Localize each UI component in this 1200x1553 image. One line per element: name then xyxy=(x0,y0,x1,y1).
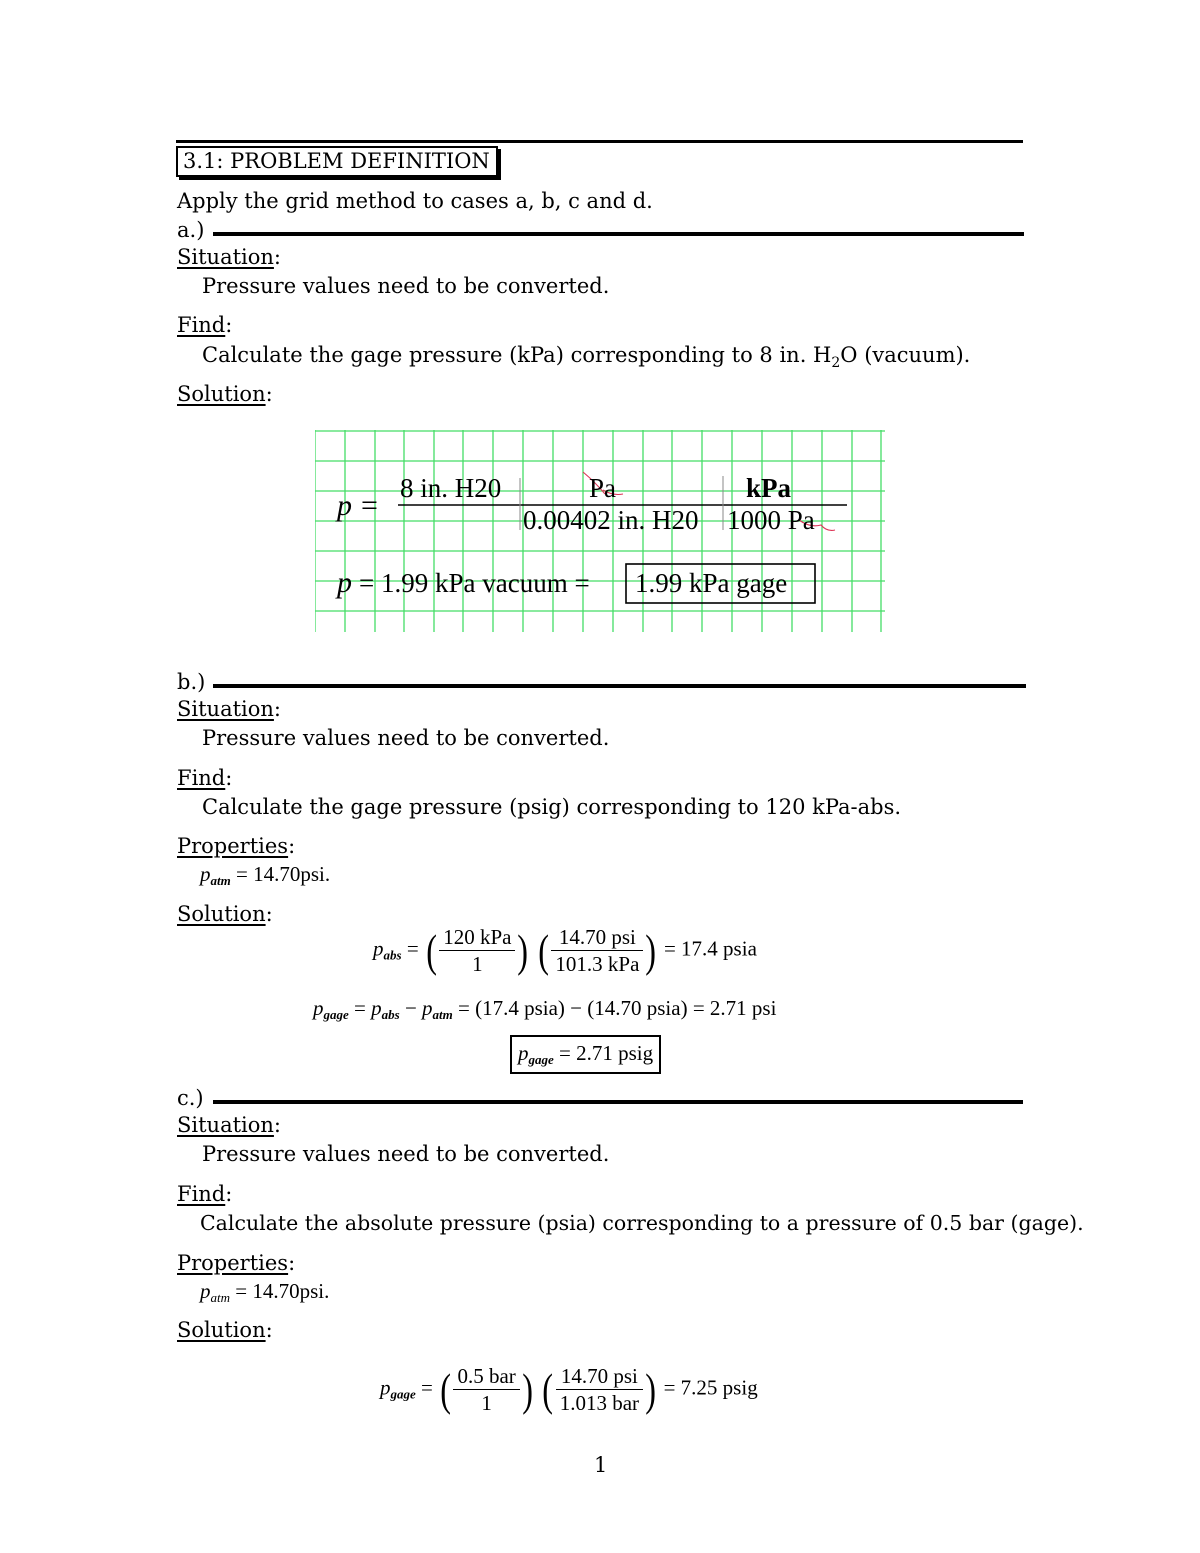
grid-p-var: p xyxy=(337,489,352,522)
grid-result-boxed: 1.99 kPa gage xyxy=(635,568,788,598)
part-b-equation-2: $p_{gage} = p_{abs} - p_{atm} = (17.4$ psia) − (14.70 psia) = 2.71 psi xyxy=(313,996,777,1022)
part-b-label: b.) xyxy=(177,670,206,694)
grid-term2-num: Pa xyxy=(589,473,616,503)
part-c-find-text: Calculate the absolute pressure (psia) corresponding to a pressure of 0.5 bar (gage). xyxy=(200,1211,1084,1235)
grid-term1-num: 8 in. H20 xyxy=(400,473,502,503)
page-number: 1 xyxy=(594,1453,608,1477)
part-c-label: c.) xyxy=(177,1086,204,1110)
part-a-situation-text: Pressure values need to be converted. xyxy=(202,274,610,298)
part-c-fraction-2: $\frac{\text{14.70 psi}}{\text{1.013 bar}}$ xyxy=(556,1363,643,1416)
part-b-fraction-2: $\frac{\text{14.70 psi}}{\text{101.3 kPa}}$ xyxy=(551,924,643,977)
part-b-find-text: Calculate the gage pressure (psig) corresponding to 120 kPa-abs. xyxy=(202,795,902,819)
section-title: 3.1: PROBLEM DEFINITION xyxy=(183,149,490,173)
grid-method-figure xyxy=(315,430,885,632)
part-b-solution-heading: Solution: xyxy=(177,902,273,926)
part-b-properties-heading: Properties: xyxy=(177,834,296,858)
grid-term3-den: 1000 Pa xyxy=(727,505,815,535)
grid-result-p-var: p xyxy=(337,566,352,599)
part-b-property-patm: $p_{atm} = 14.70psi$. xyxy=(200,862,331,888)
part-b-rule xyxy=(213,684,1026,688)
top-rule xyxy=(176,140,1023,143)
part-c-situation-text: Pressure values need to be converted. xyxy=(202,1142,610,1166)
part-c-rule xyxy=(213,1100,1023,1104)
grid-term3-num: kPa xyxy=(746,473,792,503)
part-c-fraction-1: $\frac{\text{0.5 bar}}{1}$ xyxy=(453,1363,519,1416)
part-a-find-heading: Find: xyxy=(177,313,233,337)
part-b-boxed-result: $p_{gage} = 2.71$ psig xyxy=(510,1035,661,1074)
part-a-rule xyxy=(213,232,1024,236)
part-c-equation-1: $p_{gage}$ = ( $\frac{\text{0.5 bar}}{1}$ ) ( $\frac{\text{14.70 psi}}{\text{1.013 bar}}$ ) = 7.25 psig xyxy=(380,1363,758,1415)
part-a-label: a.) xyxy=(177,218,205,242)
grid-result-text: = 1.99 kPa vacuum = xyxy=(359,568,590,598)
grid-equals: = xyxy=(361,489,378,522)
part-b-fraction-1: $\frac{\text{120 kPa}}{1}$ xyxy=(439,924,515,977)
part-b-equation-1: $p_{abs}$ = ( $\frac{\text{120 kPa}}{1}$ ) ( $\frac{\text{14.70 psi}}{\text{101.3 kPa}}$ ) = 17.4 psia xyxy=(373,924,757,976)
part-a-situation-heading: Situation: xyxy=(177,245,281,269)
part-c-solution-heading: Solution: xyxy=(177,1318,273,1342)
part-a-solution-heading: Solution: xyxy=(177,382,273,406)
part-c-property-patm: $p_{atm} = 14.70psi$. xyxy=(200,1279,330,1305)
part-b-situation-heading: Situation: xyxy=(177,697,281,721)
part-c-find-heading: Find: xyxy=(177,1182,233,1206)
intro-text: Apply the grid method to cases a, b, c and d. xyxy=(177,189,653,213)
grid-term2-den: 0.00402 in. H20 xyxy=(523,505,699,535)
part-a-find-text: Calculate the gage pressure (kPa) corresponding to 8 in. $H_2O$ (vacuum). xyxy=(202,343,971,372)
part-b-find-heading: Find: xyxy=(177,766,233,790)
section-title-box xyxy=(176,146,498,177)
part-b-situation-text: Pressure values need to be converted. xyxy=(202,726,610,750)
part-c-situation-heading: Situation: xyxy=(177,1113,281,1137)
part-c-properties-heading: Properties: xyxy=(177,1251,296,1275)
